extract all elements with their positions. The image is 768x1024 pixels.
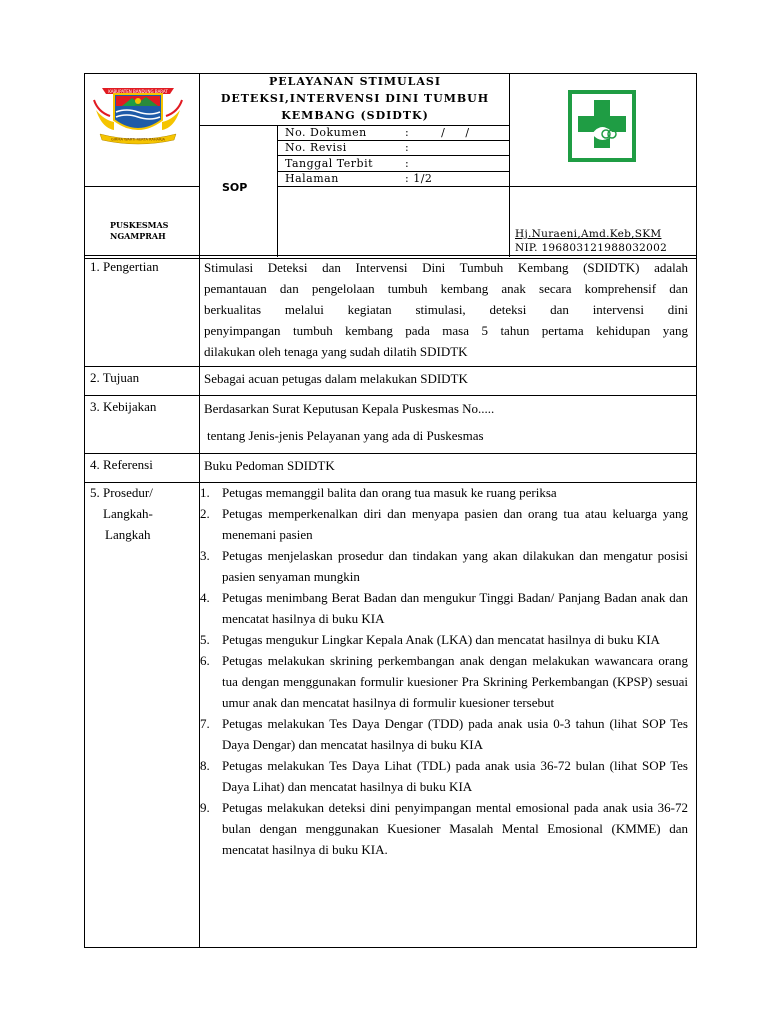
procedure-step-text: Petugas melakukan Tes Daya Dengar (TDD) pada anak usia 0-3 tahun (lihat SOP Tes Daya Dengar) dan mencatat hasilnya di buku KIA (222, 716, 688, 752)
prosedur-label-line: Langkah- (103, 506, 153, 521)
puskesmas-line-2: NGAMPRAH (110, 231, 166, 241)
signatory-nip: NIP. 196803121988032002 (515, 242, 668, 254)
meta-value-no-revisi: : (405, 141, 410, 154)
procedure-step-number: 1. (200, 485, 210, 500)
procedure-step (202, 629, 688, 650)
meta-value-no-dokumen: : / / (405, 126, 470, 139)
procedure-step-text: Petugas melakukan skrining perkembangan anak dengan melakukan wawancara orang tua dengan menggunakan formulir kuesioner Pra Skrining Perkembangan (KPSP) sesuai umur anak dan mencatat hasilnya di formulir kuesioner tersebut (222, 653, 688, 710)
title-line-2: DETEKSI,INTERVENSI DINI TUMBUH (220, 92, 490, 105)
procedure-step-text: Petugas memperkenalkan diri dan menyapa pasien dan orang tua atau keluarga yang menemani pasien (222, 506, 688, 542)
procedure-step-text: Petugas menimbang Berat Badan dan mengukur Tinggi Badan/ Panjang Badan anak dan mencatat hasilnya di buku KIA (222, 590, 688, 626)
prosedur-steps (202, 482, 688, 860)
procedure-step-number: 9. (200, 800, 210, 815)
prosedur-label-line: Langkah (105, 527, 151, 542)
procedure-step-number: 4. (200, 590, 210, 605)
procedure-step (202, 545, 688, 587)
title-line-3: KEMBANG (SDIDTK) (281, 109, 429, 122)
procedure-step-number: 7. (200, 716, 210, 731)
title-line-1: PELAYANAN STIMULASI (269, 75, 441, 88)
label-kebijakan: 3. Kebijakan (90, 399, 157, 414)
kabupaten-emblem-logo (92, 82, 184, 148)
procedure-step (202, 482, 688, 503)
prosedur-label-line: 5. Prosedur/ (90, 485, 153, 500)
procedure-step-text: Petugas melakukan Tes Daya Lihat (TDL) pada anak usia 36-72 bulan (lihat SOP Tes Daya Lihat) dan mencatat hasilnya di buku KIA (222, 758, 688, 794)
meta-label-halaman: Halaman (285, 172, 339, 185)
procedure-step-text: Petugas mengukur Lingkar Kepala Anak (LKA) dan mencatat hasilnya di buku KIA (222, 632, 660, 647)
procedure-step (202, 587, 688, 629)
kebijakan-line-2: tentang Jenis-jenis Pelayanan yang ada di Puskesmas (207, 428, 484, 443)
puskesmas-line-1: PUSKESMAS (110, 220, 169, 230)
svg-text:KABUPATEN BANDUNG BARAT: KABUPATEN BANDUNG BARAT (108, 89, 168, 94)
pengertian-line: dilakukan oleh tenaga yang sudah dilatih SDIDTK (204, 344, 468, 359)
kebijakan-line-1: Berdasarkan Surat Keputusan Kepala Puskesmas No..... (204, 401, 495, 416)
signatory-name: Hj.Nuraeni,Amd.Keb,SKM (515, 228, 662, 240)
procedure-step-text: Petugas menjelaskan prosedur dan tindakan yang akan dilakukan dan mengatur posisi pasien senyaman mungkin (222, 548, 688, 584)
steps-list (202, 482, 688, 860)
procedure-step (202, 650, 688, 713)
procedure-step-text: Petugas memanggil balita dan orang tua masuk ke ruang periksa (222, 485, 557, 500)
procedure-step-number: 5. (200, 632, 210, 647)
label-pengertian: 1. Pengertian (90, 259, 159, 274)
referensi-text: Buku Pedoman SDIDTK (204, 458, 335, 473)
pengertian-line: berkualitas melalui kegiatan stimulasi, deteksi dan intervensi dini (204, 302, 688, 317)
label-prosedur (90, 482, 153, 545)
puskesmas-logo (568, 90, 636, 162)
sop-label: SOP (222, 181, 248, 194)
procedure-step (202, 797, 688, 860)
meta-label-no-revisi: No. Revisi (285, 141, 347, 154)
procedure-step (202, 503, 688, 545)
meta-label-tanggal-terbit: Tanggal Terbit (285, 157, 374, 170)
label-tujuan: 2. Tujuan (90, 370, 140, 385)
procedure-step-number: 3. (200, 548, 210, 563)
pengertian-line: penyimpangan tumbuh kembang pada masa 5 tahun pertama kehidupan yang (204, 323, 688, 338)
procedure-step-number: 2. (200, 506, 210, 521)
procedure-step (202, 755, 688, 797)
procedure-step (202, 713, 688, 755)
label-referensi: 4. Referensi (90, 457, 153, 472)
document-title (200, 73, 510, 124)
tujuan-text: Sebagai acuan petugas dalam melakukan SDIDTK (204, 371, 468, 386)
procedure-step-number: 6. (200, 653, 210, 668)
puskesmas-name (110, 220, 182, 242)
meta-value-tanggal-terbit: : (405, 157, 410, 170)
pengertian-line: pemantauan dan pengelolaan tumbuh kembang anak secara komprehensif dan (204, 281, 688, 296)
pengertian-text (204, 257, 688, 362)
procedure-step-number: 8. (200, 758, 210, 773)
pengertian-line: Stimulasi Deteksi dan Intervensi Dini Tumbuh Kembang (SDIDTK) adalah (204, 260, 688, 275)
meta-label-no-dokumen: No. Dokumen (285, 126, 367, 139)
meta-value-halaman: : 1/2 (405, 172, 433, 185)
svg-text:GIRMA WARTI RERTA RAHARJA: GIRMA WARTI RERTA RAHARJA (111, 137, 165, 142)
procedure-step-text: Petugas melakukan deteksi dini penyimpangan mental emosional pada anak usia 36-72 bulan dengan menggunakan Kuesioner Masalah Mental Emosional (KMME) dan mencatat hasilnya di buku KIA. (222, 800, 688, 857)
